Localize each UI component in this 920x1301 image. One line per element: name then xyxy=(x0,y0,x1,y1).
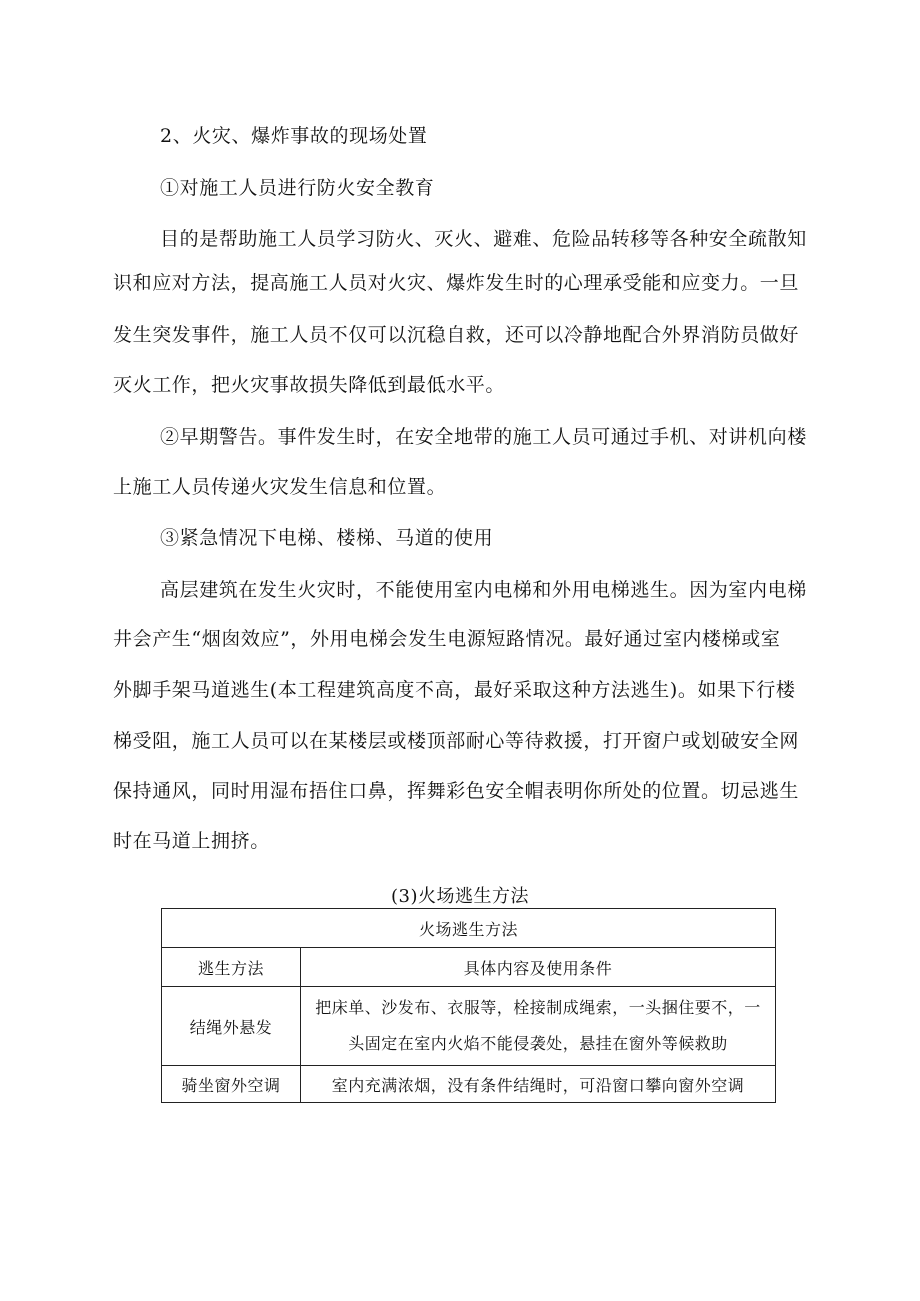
item-3-line-6: 时在马道上拥挤。 xyxy=(113,830,270,852)
item-3-line-5: 保持通风，同时用湿布捂住口鼻，挥舞彩色安全帽表明你所处的位置。切忌逃生 xyxy=(113,780,800,802)
escape-methods-table xyxy=(161,908,776,1103)
item-1-line-3: 发生突发事件，施工人员不仅可以沉稳自救，还可以冷静地配合外界消防员做好 xyxy=(113,324,800,346)
item-1-line-2: 识和应对方法，提高施工人员对火灾、爆炸发生时的心理承受能和应变力。一旦 xyxy=(113,272,800,294)
table-row xyxy=(162,1066,776,1103)
header-content: 具体内容及使用条件 xyxy=(301,948,776,987)
item-1-line-4: 灭火工作，把火灾事故损失降低到最低水平。 xyxy=(113,374,506,396)
item-3-line-4: 梯受阻，施工人员可以在某楼层或楼顶部耐心等待救援，打开窗户或划破安全网 xyxy=(113,730,800,752)
row-1-method: 结绳外悬发 xyxy=(162,987,301,1066)
item-1-title: ①对施工人员进行防火安全教育 xyxy=(160,177,435,199)
item-3-line-3: 外脚手架马道逃生(本工程建筑高度不高，最好采取这种方法逃生)。如果下行楼 xyxy=(113,679,796,701)
table-title: 火场逃生方法 xyxy=(162,909,776,948)
table-caption: (3)火场逃生方法 xyxy=(391,886,529,907)
header-method: 逃生方法 xyxy=(162,948,301,987)
section-heading: 2、火灾、爆炸事故的现场处置 xyxy=(160,125,428,147)
item-3-line-2: 井会产生“烟囱效应”，外用电梯会发生电源短路情况。最好通过室内楼梯或室 xyxy=(113,628,781,650)
item-2-line-2: 上施工人员传递火灾发生信息和位置。 xyxy=(113,476,447,498)
item-3-title: ③紧急情况下电梯、楼梯、马道的使用 xyxy=(160,527,494,549)
item-2-line-1: ②早期警告。事件发生时，在安全地带的施工人员可通过手机、对讲机向楼 xyxy=(160,426,807,448)
item-1-line-1: 目的是帮助施工人员学习防火、灭火、避难、危险品转移等各种安全疏散知 xyxy=(160,228,807,250)
row-2-method: 骑坐窗外空调 xyxy=(162,1066,301,1103)
table-row xyxy=(162,987,776,1066)
item-3-line-1: 高层建筑在发生火灾时，不能使用室内电梯和外用电梯逃生。因为室内电梯 xyxy=(160,579,807,601)
row-1-content-line-2: 头固定在室内火焰不能侵袭处，悬挂在窗外等候救助 xyxy=(348,1034,728,1053)
table-title-row xyxy=(162,909,776,948)
row-1-content-line-1: 把床单、沙发布、衣服等，栓接制成绳索，一头捆住要不，一 xyxy=(315,998,761,1017)
row-1-content xyxy=(301,987,776,1066)
row-2-content: 室内充满浓烟，没有条件结绳时，可沿窗口攀向窗外空调 xyxy=(301,1066,776,1103)
table-header-row xyxy=(162,948,776,987)
